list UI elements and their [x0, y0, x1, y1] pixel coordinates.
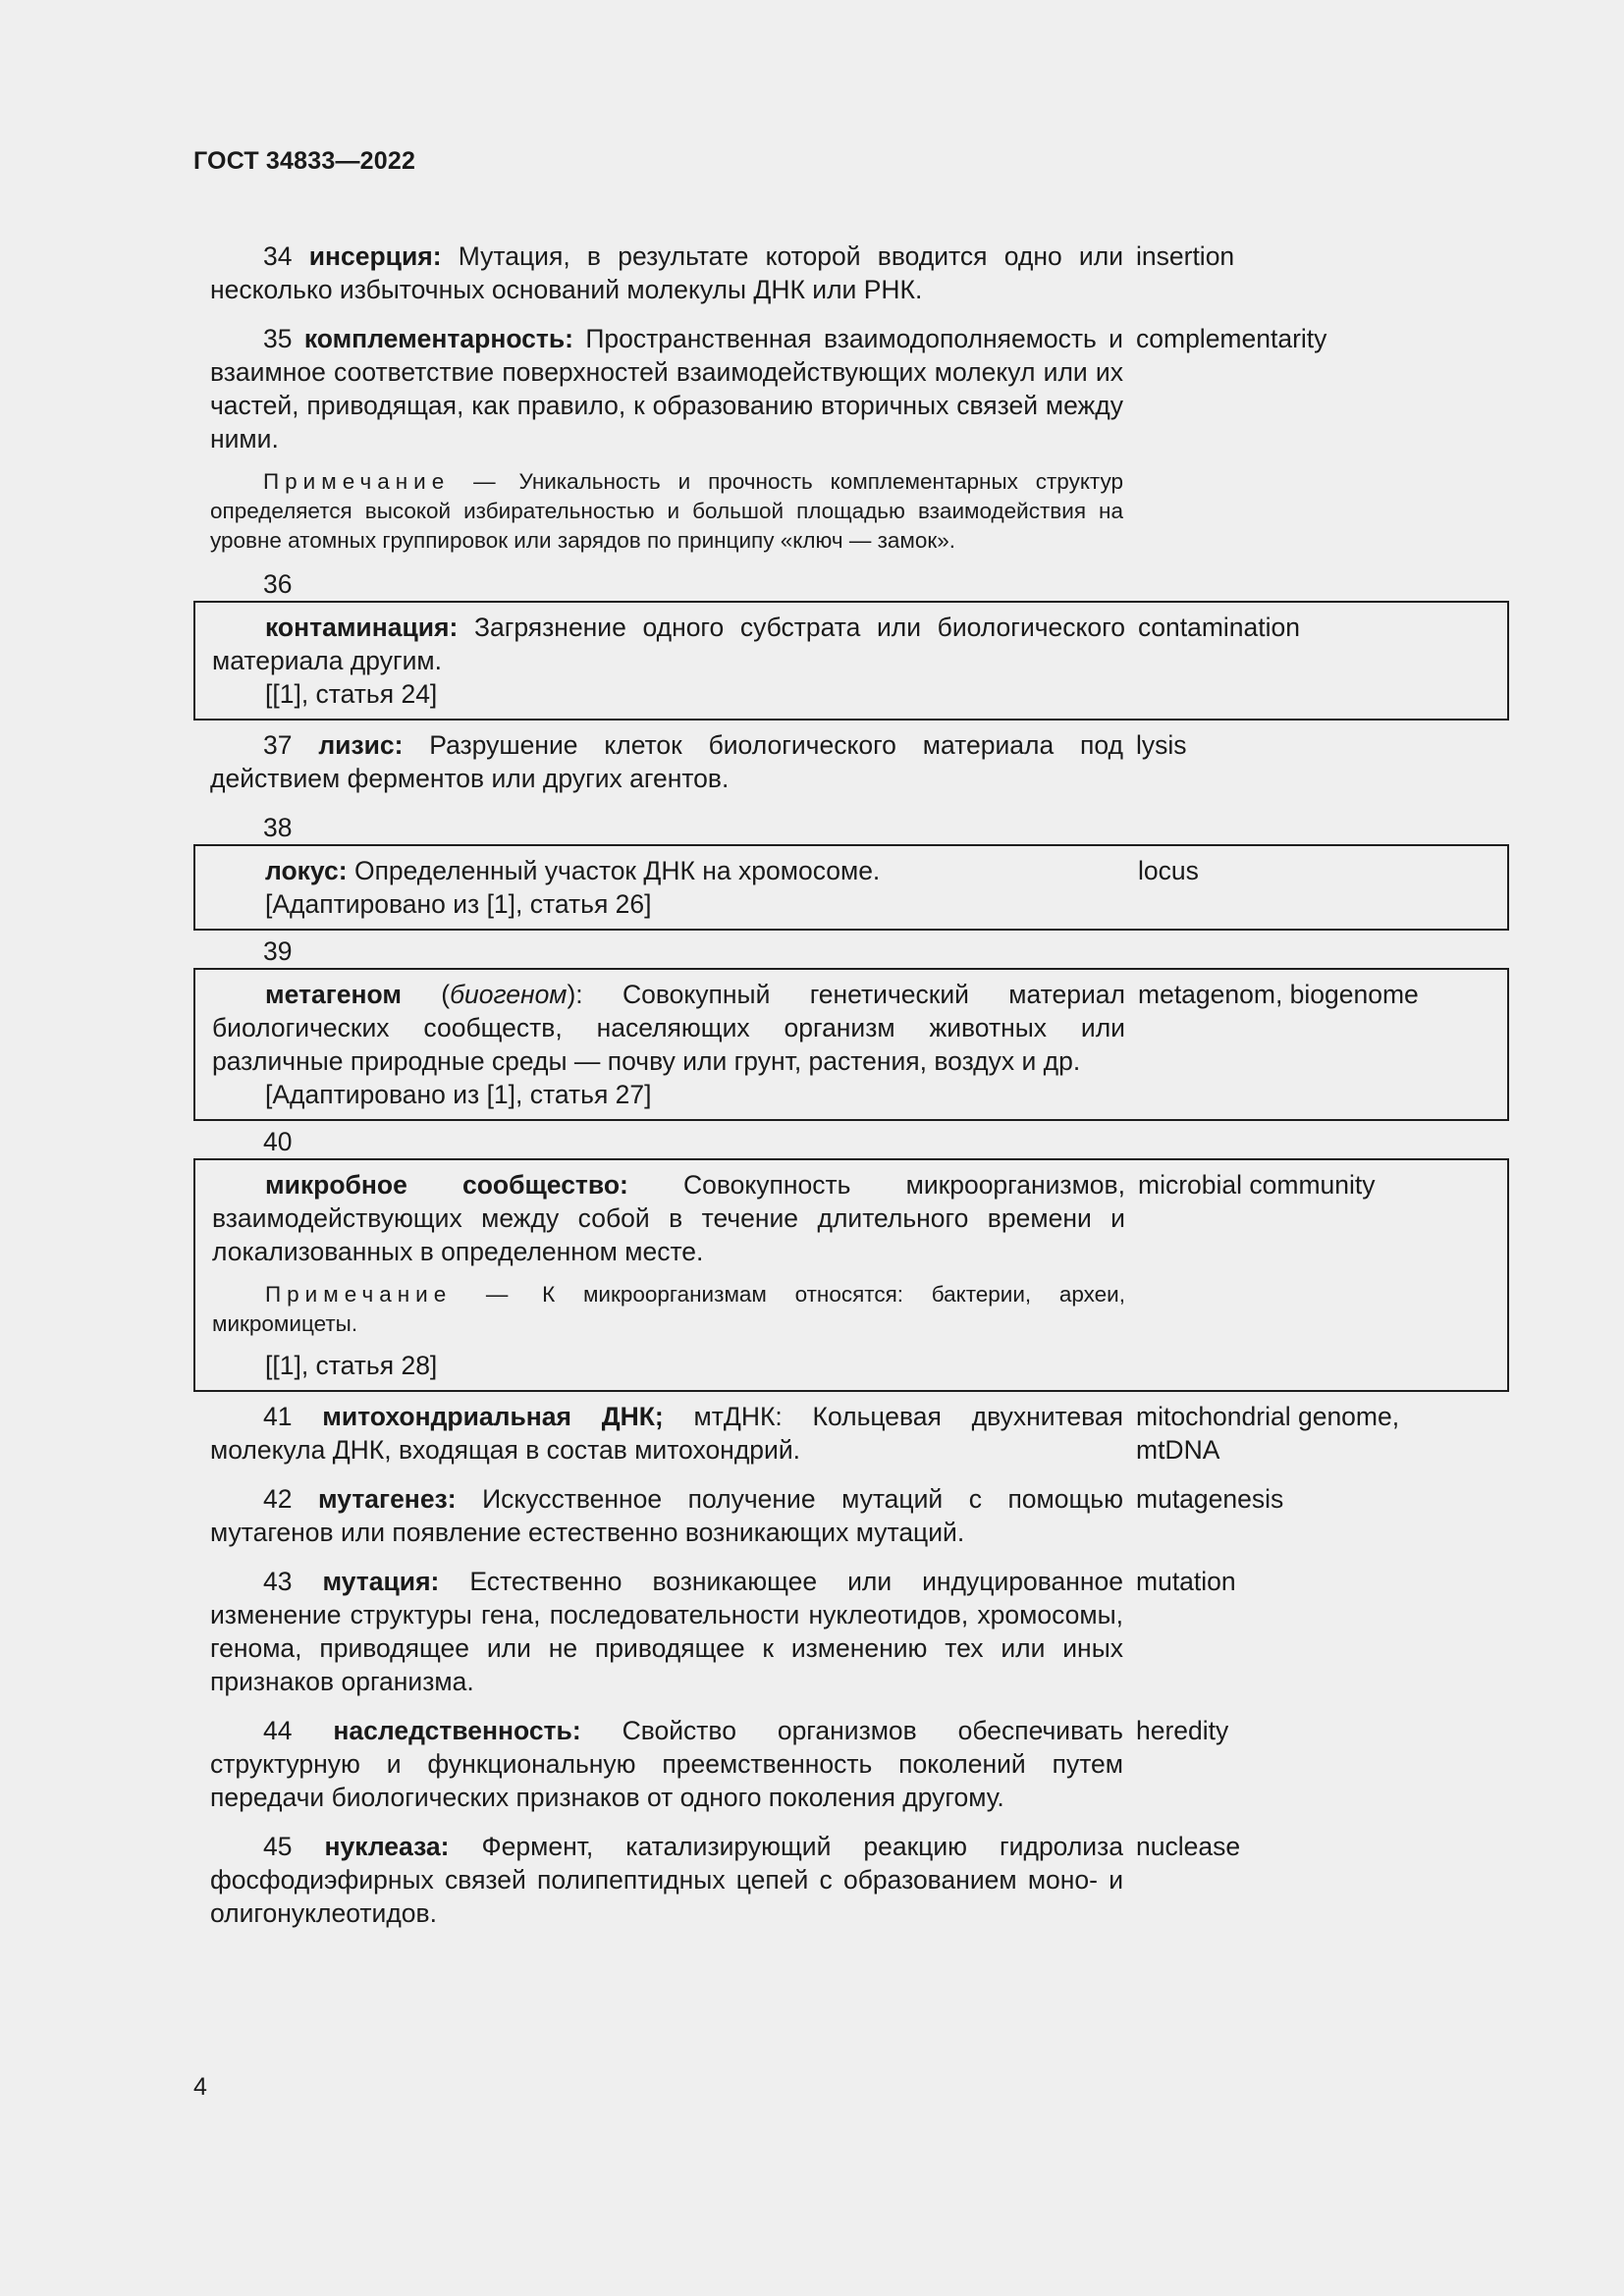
- note: [210, 467, 1123, 556]
- term-definition: Фермент, катализирующий реакцию гидролиза фосфодиэфирных связей полипептидных цепей с образованием моно- и олигонуклеотидов.: [210, 1832, 1123, 1928]
- note-label: Примечание —: [263, 469, 502, 494]
- definition: [212, 1168, 1125, 1382]
- term-entry-35: [193, 322, 1509, 556]
- definition: [210, 322, 1123, 556]
- term-definition: Разрушение клеток биологического материала под действием ферментов или других агентов.: [210, 730, 1123, 793]
- term-entry-37: [193, 728, 1509, 795]
- term-entry-40: [193, 1158, 1509, 1392]
- source-reference: [Адаптировано из [1], статья 26]: [265, 889, 652, 919]
- term-name: инсерция:: [308, 241, 442, 271]
- page-header: ГОСТ 34833—2022: [193, 147, 416, 175]
- term-entry-39: [193, 968, 1509, 1121]
- english-equivalent: complementarity: [1136, 324, 1327, 353]
- english-equivalent: mutagenesis: [1136, 1484, 1284, 1514]
- term-entry-44: [193, 1714, 1509, 1814]
- english-equivalent: mitochondrial genome, mtDNA: [1136, 1402, 1400, 1465]
- definition: [212, 978, 1125, 1111]
- term-number: 42: [263, 1484, 293, 1514]
- note-label: Примечание —: [265, 1282, 514, 1307]
- term-number: 44: [263, 1716, 293, 1745]
- term-number: 45: [263, 1832, 293, 1861]
- term-definition: Мутация, в результате которой вводится одно или несколько избыточных оснований молекулы ДНК или РНК.: [210, 241, 1123, 304]
- english-equivalent: metagenom, biogenome: [1138, 980, 1419, 1009]
- term-definition: Естественно возникающее или индуцированное изменение структуры гена, последовательности нуклеотидов, хромосомы, генома, приводящее или не приводящее к изменению тех или иных признаков организма.: [210, 1567, 1123, 1696]
- term-definition: Совокупность микроорганизмов, взаимодействующих между собой в течение длительного времени и локализованных в определенном месте.: [212, 1170, 1125, 1266]
- english-equivalent: nuclease: [1136, 1832, 1241, 1861]
- terms-list: [193, 240, 1509, 1930]
- term-definition: Определенный участок ДНК на хромосоме.: [353, 856, 881, 885]
- term-name: микробное сообщество:: [265, 1170, 628, 1200]
- note-text: К микроорганизмам относятся: бактерии, археи, микромицеты.: [212, 1282, 1125, 1336]
- term-definition: Искусственное получение мутаций с помощью мутагенов или появление естественно возникающих мутаций.: [210, 1484, 1123, 1547]
- term-number-40: 40: [263, 1127, 293, 1156]
- term-number-38: 38: [263, 813, 293, 842]
- definition: [210, 1565, 1123, 1698]
- definition: [212, 611, 1125, 711]
- term-definition: Пространственная взаимодополняемость и взаимное соответствие поверхностей взаимодействующих молекул или их частей, приводящая, как правило, к образованию вторичных связей между ними.: [210, 324, 1123, 454]
- page-number: 4: [193, 2073, 207, 2101]
- english-equivalent: lysis: [1136, 730, 1187, 760]
- term-entry-43: [193, 1565, 1509, 1698]
- term-name: метагеном: [265, 980, 402, 1009]
- definition: [210, 1830, 1123, 1930]
- term-entry-42: [193, 1482, 1509, 1549]
- note: [212, 1280, 1125, 1339]
- term-entry-45: [193, 1830, 1509, 1930]
- definition: [212, 854, 1125, 921]
- term-definition: Совокупный генетический материал биологических сообществ, населяющих организм животных или различные природные среды — почву или грунт, растения, воздух и др.: [212, 980, 1125, 1076]
- note-text: Уникальность и прочность комплементарных структур определяется высокой избирательностью и большой площадью взаимодействия на уровне атомных группировок или зарядов по принципу «ключ — замок».: [210, 469, 1123, 553]
- term-name: лизис:: [318, 730, 404, 760]
- term-number: 43: [263, 1567, 293, 1596]
- term-name: комплементарность:: [303, 324, 573, 353]
- definition: [210, 1400, 1123, 1467]
- english-equivalent: contamination: [1138, 613, 1300, 642]
- term-definition: мтДНК: Кольцевая двухнитевая молекула ДНК, входящая в состав митохондрий.: [210, 1402, 1123, 1465]
- english-equivalent: insertion: [1136, 241, 1235, 271]
- definition: [210, 1482, 1123, 1549]
- term-name: мутация:: [322, 1567, 440, 1596]
- source-reference: [[1], статья 28]: [265, 1351, 438, 1380]
- paren-open: (: [401, 980, 451, 1009]
- term-entry-36: [193, 601, 1509, 721]
- source-reference: [Адаптировано из [1], статья 27]: [265, 1080, 652, 1109]
- term-entry-34: [193, 240, 1509, 306]
- term-entry-41: [193, 1400, 1509, 1467]
- term-number: 41: [263, 1402, 293, 1431]
- english-equivalent: mutation: [1136, 1567, 1236, 1596]
- term-name: контаминация:: [265, 613, 459, 642]
- term-definition: Свойство организмов обеспечивать структурную и функциональную преемственность поколений путем передачи биологических признаков от одного поколения другому.: [210, 1716, 1123, 1812]
- term-entry-38: [193, 844, 1509, 931]
- term-number-39: 39: [263, 936, 293, 966]
- source-reference: [[1], статья 24]: [265, 679, 438, 709]
- definition: [210, 240, 1123, 306]
- english-equivalent: heredity: [1136, 1716, 1229, 1745]
- term-number-36: 36: [263, 569, 293, 599]
- term-number: 37: [263, 730, 293, 760]
- alternative-term: биогеном: [450, 980, 568, 1009]
- term-number: 35: [263, 324, 293, 353]
- definition: [210, 728, 1123, 795]
- definition: [210, 1714, 1123, 1814]
- english-equivalent: microbial community: [1138, 1170, 1376, 1200]
- english-equivalent: locus: [1138, 856, 1199, 885]
- term-name: нуклеаза:: [324, 1832, 450, 1861]
- paren-close: ):: [567, 980, 583, 1009]
- term-name: митохондриальная ДНК;: [322, 1402, 664, 1431]
- term-name: мутагенез:: [318, 1484, 457, 1514]
- term-name: наследственность:: [333, 1716, 581, 1745]
- term-number: 34: [263, 241, 293, 271]
- term-name: локус:: [265, 856, 348, 885]
- term-definition: Загрязнение одного субстрата или биологического материала другим.: [212, 613, 1125, 675]
